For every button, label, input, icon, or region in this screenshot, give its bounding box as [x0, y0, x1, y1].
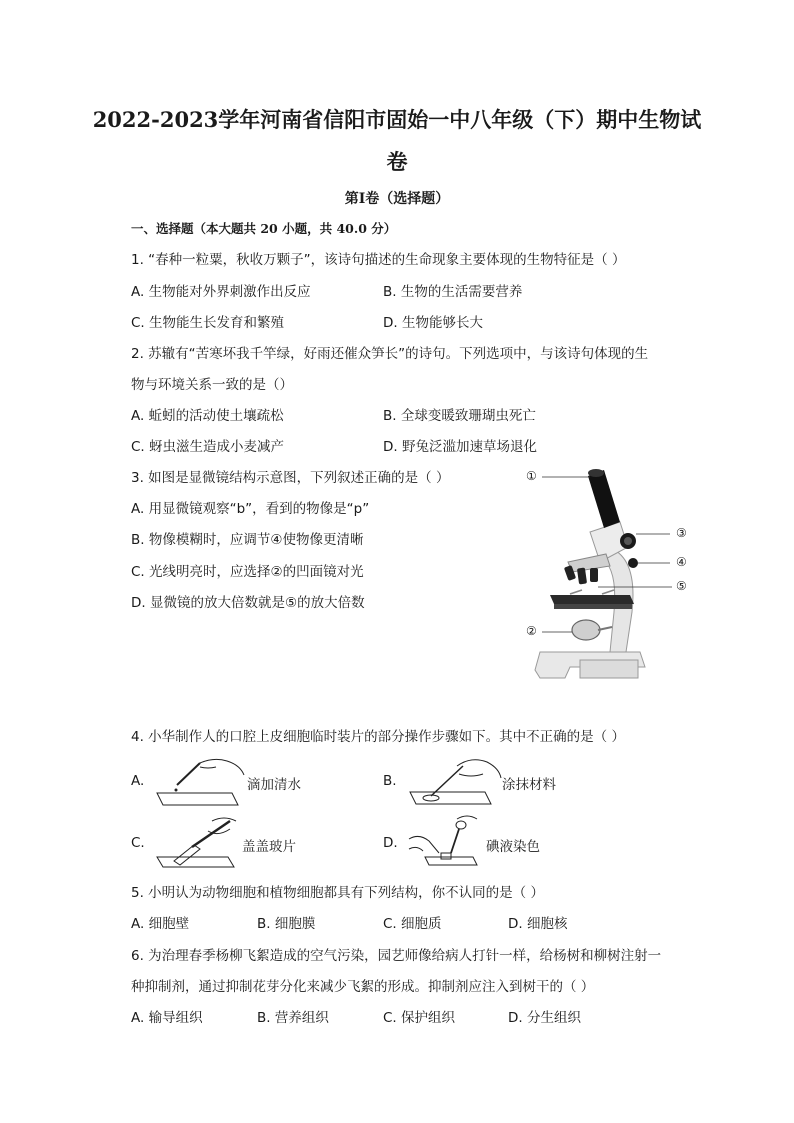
- question-4-option-a-letter[interactable]: A.: [131, 773, 145, 789]
- question-5-stem: 5. 小明认为动物细胞和植物细胞都具有下列结构，你不认同的是（ ）: [131, 885, 544, 901]
- microscope-label-2: ②: [526, 624, 537, 638]
- question-1-option-d[interactable]: D. 生物能够长大: [383, 315, 483, 331]
- question-3-option-d[interactable]: D. 显微镜的放大倍数就是⑤的放大倍数: [131, 595, 365, 611]
- question-3-option-b[interactable]: B. 物像模糊时，应调节④使物像更清晰: [131, 532, 364, 548]
- question-5-option-c[interactable]: C. 细胞质: [383, 916, 442, 932]
- question-1-option-a[interactable]: A. 生物能对外界刺激作出反应: [131, 284, 311, 300]
- question-2-option-c[interactable]: C. 蚜虫滋生造成小麦减产: [131, 439, 285, 455]
- question-4-option-c-caption: 盖盖玻片: [242, 839, 296, 855]
- question-6-stem-line2: 种抑制剂，通过抑制花芽分化来减少飞絮的形成。抑制剂应注入到树干的（ ）: [131, 979, 595, 995]
- microscope-figure: [520, 462, 700, 692]
- question-6-option-a[interactable]: A. 输导组织: [131, 1010, 203, 1026]
- question-1-option-b[interactable]: B. 生物的生活需要营养: [383, 284, 523, 300]
- page-title-continued: 卷: [386, 149, 408, 174]
- question-2-option-a[interactable]: A. 蚯蚓的活动使土壤疏松: [131, 408, 284, 424]
- question-5-option-b[interactable]: B. 细胞膜: [257, 916, 316, 932]
- question-5-option-a[interactable]: A. 细胞壁: [131, 916, 190, 932]
- microscope-label-4: ④: [676, 555, 687, 569]
- volume-heading: 第Ⅰ卷（选择题）: [344, 191, 450, 207]
- question-5-option-d[interactable]: D. 细胞核: [508, 916, 568, 932]
- question-2-option-b[interactable]: B. 全球变暖致珊瑚虫死亡: [383, 408, 536, 424]
- dropping-water-illustration: [152, 757, 247, 809]
- section-heading: 一、选择题（本大题共 20 小题，共 40.0 分）: [131, 221, 397, 236]
- microscope-label-1: ①: [526, 469, 537, 483]
- question-4-option-d-letter[interactable]: D.: [383, 835, 398, 851]
- question-3-option-a[interactable]: A. 用显微镜观察“b”，看到的物像是“p”: [131, 501, 370, 517]
- question-2-option-d[interactable]: D. 野兔泛滥加速草场退化: [383, 439, 537, 455]
- microscope-label-3: ③: [676, 526, 687, 540]
- question-1-stem: 1. “春种一粒粟，秋收万颗子”，该诗句描述的生命现象主要体现的生物特征是（ ）: [131, 252, 626, 268]
- iodine-staining-illustration: [405, 813, 485, 869]
- question-6-stem-line1: 6. 为治理春季杨柳飞絮造成的空气污染，园艺师像给病人打针一样，给杨树和柳树注射一: [131, 948, 662, 964]
- question-6-option-d[interactable]: D. 分生组织: [508, 1010, 581, 1026]
- question-4-option-b-caption: 涂抹材料: [502, 777, 556, 793]
- question-4-option-a-caption: 滴加清水: [247, 777, 301, 793]
- question-1-option-c[interactable]: C. 生物能生长发育和繁殖: [131, 315, 285, 331]
- smearing-material-illustration: [405, 754, 505, 809]
- question-6-option-c[interactable]: C. 保护组织: [383, 1010, 456, 1026]
- page-title: 2022-2023学年河南省信阳市固始一中八年级（下）期中生物试: [92, 107, 702, 132]
- question-2-stem-line2: 物与环境关系一致的是（）: [131, 377, 293, 393]
- question-4-option-d-caption: 碘液染色: [486, 839, 540, 855]
- cover-slip-illustration: [152, 815, 242, 870]
- question-4-option-c-letter[interactable]: C.: [131, 835, 145, 851]
- question-4-stem: 4. 小华制作人的口腔上皮细胞临时装片的部分操作步骤如下。其中不正确的是（ ）: [131, 729, 625, 745]
- question-6-option-b[interactable]: B. 营养组织: [257, 1010, 329, 1026]
- microscope-label-5: ⑤: [676, 579, 687, 593]
- question-2-stem-line1: 2. 苏辙有“苦寒坏我千竿绿，好雨还催众笋长”的诗句。下列选项中，与该诗句体现的生: [131, 346, 649, 362]
- question-4-option-b-letter[interactable]: B.: [383, 773, 397, 789]
- question-3-option-c[interactable]: C. 光线明亮时，应选择②的凹面镜对光: [131, 564, 364, 580]
- question-3-stem: 3. 如图是显微镜结构示意图，下列叙述正确的是（ ）: [131, 470, 450, 486]
